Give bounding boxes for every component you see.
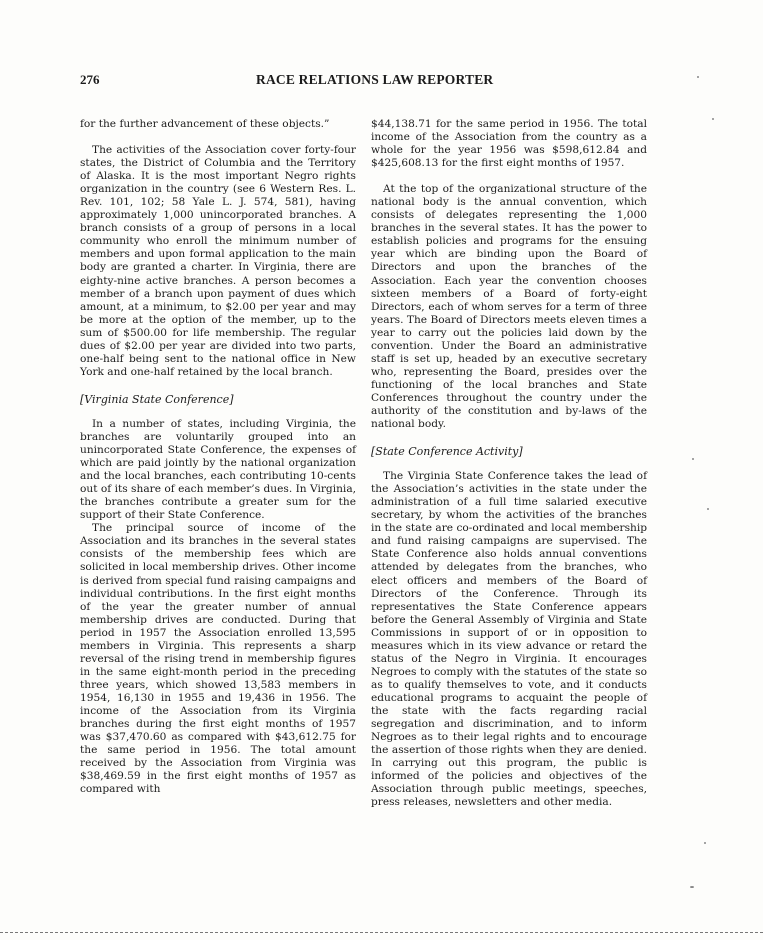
page-number: 276: [80, 72, 100, 87]
left-paragraph-4: The principal source of income of the Association and its branches in the several states consists of the membership fees which are solicited in local membership drives. Other income is derived from special fund raising campaigns and individual contributions. In the first eight months of the year the greater number of annual membership drives are conducted. During that period in 1957 the Association enrolled 13,595 members in Virginia. This represents a sharp reversal of the rising trend in membership figures in the same eight-month period in the preceding three years, which showed 13,583 members in 1954, 16,130 in 1955 and 19,436 in 1956. The income of the Association from its Virginia branches during the first eight months of 1957 was $37,470.60 as compared with $43,612.75 for the same period in 1956. The total amount received by the Association from Virginia was $38,469.59 in the first eight months of 1957 as compared with: [80, 522, 356, 796]
right-paragraph-3: The Virginia State Conference takes the lead of the Association’s activities in the state under the administration of a full time salaried executive secretary, by whom the activities of the branches in the state are co-ordinated and local membership and fund raising campaigns are supervised. The State Conference also holds annual conventions attended by delegates from the branches, who elect officers and members of the Board of Directors of the Conference. Through its representatives the State Conference appears before the General Assembly of Virginia and State Commissions in support of or in opposition to measures which in its view advance or retard the status of the Negro in Virginia. It encourages Negroes to comply with the statutes of the state so as to qualify themselves to vote, and it conducts educational programs to acquaint the people of the state with the facts regarding racial segregation and discrimination, and to inform Negroes as to their legal rights and to encourage the assertion of those rights when they are denied. In carrying out this program, the public is informed of the policies and objectives of the Association through public meetings, speeches, press releases, newsletters and other media.: [371, 470, 647, 809]
scan-edge-rule: [0, 932, 763, 934]
scan-speck: [712, 118, 714, 120]
left-paragraph-1: for the further advancement of these objects.”: [80, 118, 330, 130]
scan-speck: [697, 76, 699, 78]
right-paragraph-1: $44,138.71 for the same period in 1956. The total income of the Association from the country as a whole for the year 1956 was $598,612.84 and $425,608.13 for the first eight months of 1957.: [371, 118, 647, 170]
left-column: [80, 118, 356, 796]
page-header: [0, 72, 763, 92]
left-paragraph-3: In a number of states, including Virginia, the branches are voluntarily grouped into an unincorporated State Conference, the expenses of which are paid jointly by the national organization and the local branches, each contributing 10-cents out of its share of each member’s dues. In Virginia, the branches contribute a greater sum for the support of their State Conference.: [80, 417, 356, 522]
running-title: RACE RELATIONS LAW REPORTER: [256, 72, 494, 87]
right-column: [371, 118, 647, 809]
section-heading-virginia-state-conference: [Virginia State Conference]: [80, 392, 234, 406]
left-paragraph-2: The activities of the Association cover forty-four states, the District of Columbia and the Territory of Alaska. It is the most important Negro rights organization in the country (see 6 Western Res. L. Rev. 101, 102; 58 Yale L. J. 574, 581), having approximately 1,000 unincorporated branches. A branch consists of a group of persons in a local community who enroll the minimum number of members and upon formal application to the main body are granted a charter. In Virginia, there are eighty-nine active branches. A person becomes a member of a branch upon payment of dues which amount, at a minimum, to $2.00 per year and may be more at the option of the member, up to the sum of $500.00 for life membership. The regular dues of $2.00 per year are divided into two parts, one-half being sent to the national office in New York and one-half retained by the local branch.: [80, 144, 356, 378]
right-paragraph-2: At the top of the organizational structure of the national body is the annual convention, which consists of delegates representing the 1,000 branches in the several states. It has the power to establish policies and programs for the ensuing year which are binding upon the Board of Directors and upon the branches of the Association. Each year the convention chooses sixteen members of a Board of forty-eight Directors, each of whom serves for a term of three years. The Board of Directors meets eleven times a year to carry out the policies laid down by the convention. Under the Board an administrative staff is set up, headed by an executive secretary who, representing the Board, presides over the functioning of the local branches and State Conferences throughout the country under the authority of the constitution and by-laws of the national body.: [371, 183, 647, 431]
section-heading-state-conference-activity: [State Conference Activity]: [371, 445, 523, 459]
scan-speck: [704, 842, 706, 844]
scan-speck: [690, 886, 694, 888]
scan-speck: [692, 458, 694, 460]
scan-speck: [707, 508, 709, 510]
